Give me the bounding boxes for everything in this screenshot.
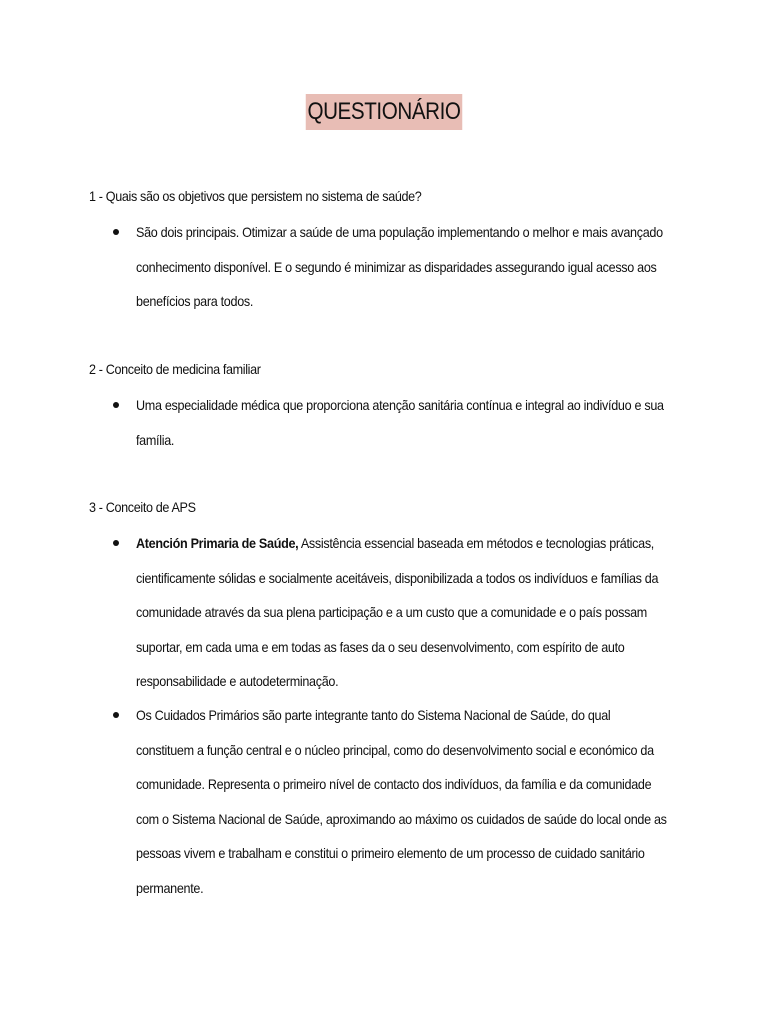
answer-line: família.	[136, 431, 175, 448]
question-2-heading: 2 - Conceito de medicina familiar	[89, 361, 261, 377]
answer-line: conhecimento disponível. E o segundo é minimizar as disparidades assegurando igual acesso aos	[136, 258, 657, 275]
document-title: QUESTIONÁRIO	[306, 94, 463, 130]
question-2-answer-1	[136, 388, 736, 457]
answer-line-text: Assistência essencial baseada em métodos e tecnologias práticas,	[298, 535, 654, 551]
bullet-icon	[113, 540, 119, 546]
question-1-answer-1	[136, 215, 736, 319]
title-container	[0, 94, 768, 130]
answer-line: com o Sistema Nacional de Saúde, aproximando ao máximo os cuidados de saúde do local onde as	[136, 810, 667, 827]
bullet-icon	[113, 229, 119, 235]
question-3-answer-1	[136, 526, 736, 699]
answer-line: cientificamente sólidas e socialmente aceitáveis, disponibilizada a todos os indivíduos e famílias da	[136, 569, 659, 586]
answer-line: constituem a função central e o núcleo principal, como do desenvolvimento social e económico da	[136, 741, 654, 758]
bullet-icon	[113, 402, 119, 408]
answer-line: Os Cuidados Primários são parte integrante tanto do Sistema Nacional de Saúde, do qual	[136, 707, 611, 723]
question-3-heading: 3 - Conceito de APS	[89, 499, 196, 515]
bullet-icon	[113, 712, 119, 718]
answer-line: Uma especialidade médica que proporciona atenção sanitária contínua e integral ao indivíduo e sua	[136, 397, 664, 413]
answer-line: permanente.	[136, 879, 204, 896]
question-3-answer-2	[136, 698, 736, 905]
answer-line: comunidade através da sua plena participação e a um custo que a comunidade e o país possam	[136, 604, 648, 620]
answer-line: benefícios para todos.	[136, 293, 254, 309]
answer-bold-lead: Atención Primaria de Saúde,	[136, 535, 299, 551]
answer-line: suportar, em cada uma e em todas as fases da o seu desenvolvimento, com espírito de auto	[136, 638, 625, 655]
answer-line	[136, 526, 676, 561]
answer-line: responsabilidade e autodeterminação.	[136, 673, 339, 689]
answer-line: São dois principais. Otimizar a saúde de uma população implementando o melhor e mais avançado	[136, 224, 663, 240]
answer-line: pessoas vivem e trabalham e constitui o primeiro elemento de um processo de cuidado sanitário	[136, 845, 645, 861]
question-1-heading: 1 - Quais são os objetivos que persistem no sistema de saúde?	[89, 188, 422, 204]
answer-line: comunidade. Representa o primeiro nível de contacto dos indivíduos, da família e da comunidade	[136, 776, 652, 792]
